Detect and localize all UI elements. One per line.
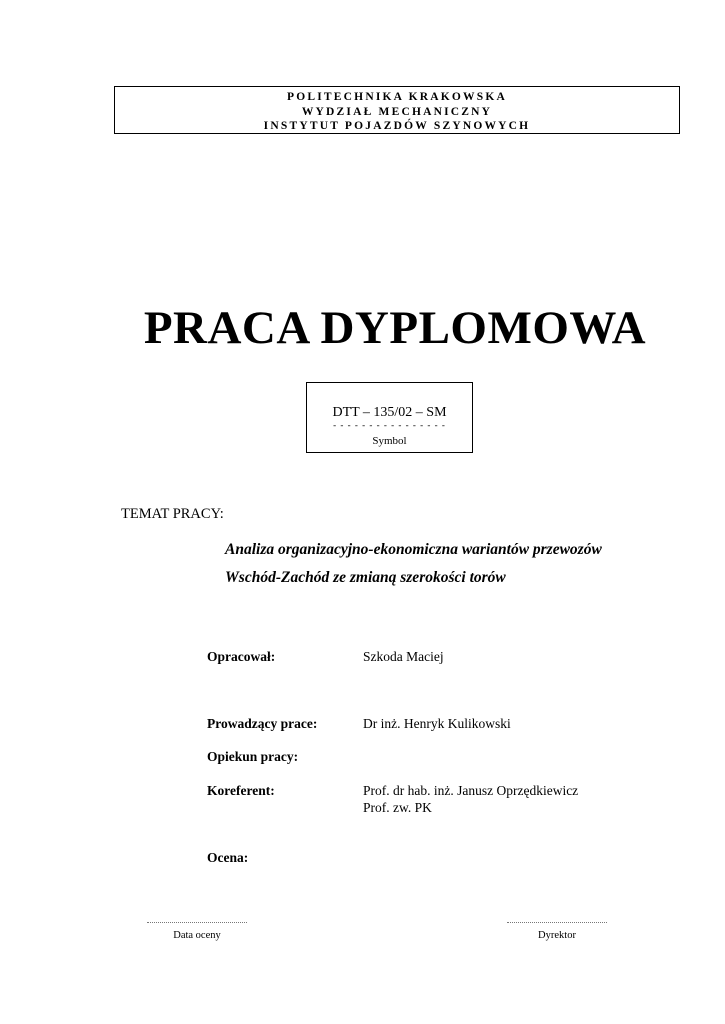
director-signature: [507, 922, 607, 943]
symbol-box: [306, 382, 473, 453]
guardian-label: Opiekun pracy:: [207, 749, 299, 764]
author-label: Opracował:: [207, 649, 276, 664]
university-name: POLITECHNIKA KRAKOWSKA: [287, 91, 507, 103]
symbol-label: Symbol: [372, 435, 407, 447]
author-value: Szkoda Maciej: [363, 649, 444, 664]
reviewer-value-line-2: Prof. zw. PK: [363, 800, 432, 815]
signature-line: [147, 922, 247, 923]
signature-line: [507, 922, 607, 923]
topic-label: TEMAT PRACY:: [121, 506, 224, 522]
topic-line-2: Wschód-Zachód ze zmianą szerokości torów: [225, 569, 506, 586]
topic-line-1: Analiza organizacyjno-ekonomiczna wariantów przewozów: [225, 541, 602, 558]
reviewer-label: Koreferent:: [207, 783, 275, 798]
institute-name: INSTYTUT POJAZDÓW SZYNOWYCH: [263, 120, 531, 132]
document-title: PRACA DYPLOMOWA: [143, 302, 647, 354]
grade-date-signature: [147, 922, 247, 943]
grade-date-label: Data oceny: [173, 930, 221, 941]
symbol-value: DTT – 135/02 – SM: [332, 405, 447, 420]
institution-header-box: [114, 86, 680, 134]
supervisor-value: Dr inż. Henryk Kulikowski: [363, 716, 511, 731]
reviewer-value-line-1: Prof. dr hab. inż. Janusz Oprzędkiewicz: [363, 783, 579, 798]
supervisor-label: Prowadzący prace:: [207, 716, 318, 731]
symbol-dashes: - - - - - - - - - - - - - - - -: [333, 420, 446, 430]
faculty-name: WYDZIAŁ MECHANICZNY: [301, 105, 493, 118]
director-label: Dyrektor: [538, 930, 576, 941]
grade-label: Ocena:: [207, 850, 249, 865]
